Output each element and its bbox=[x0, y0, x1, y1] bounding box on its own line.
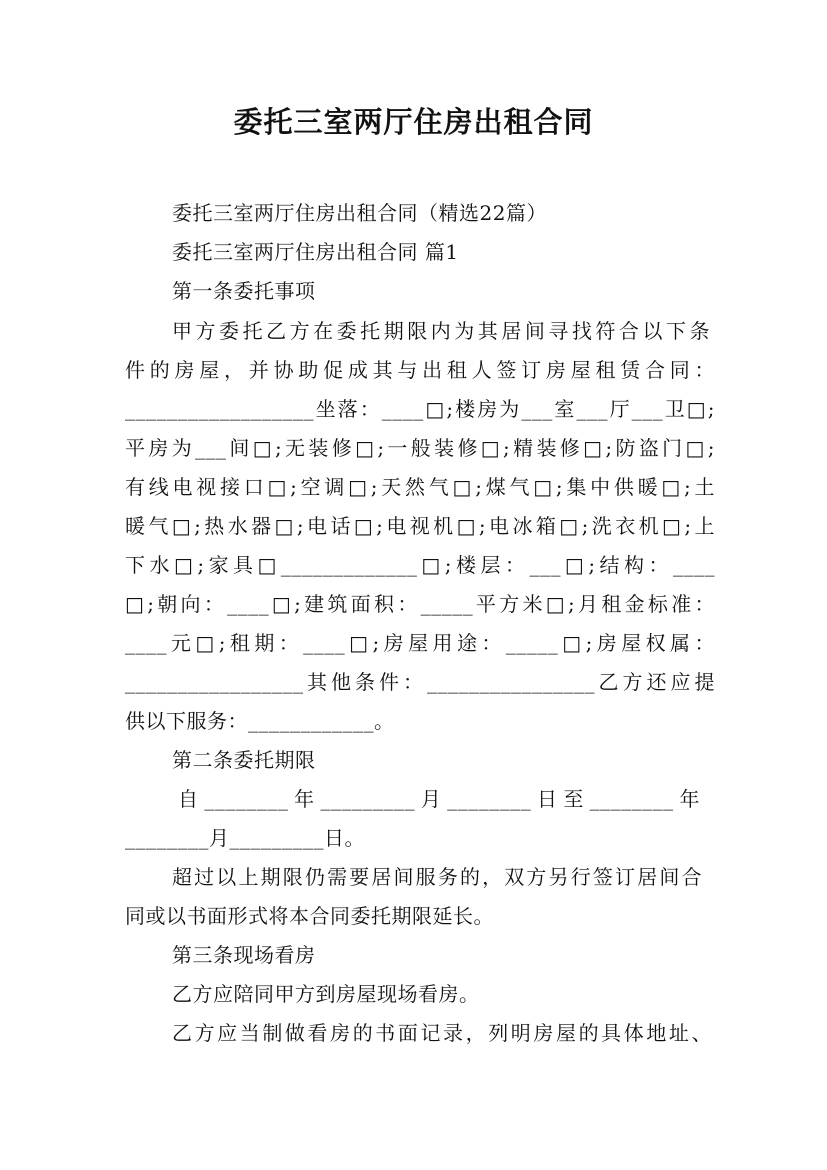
paragraph-line: _________________其他条件：________________乙方还应提 bbox=[125, 670, 715, 694]
paragraph-line: 同或以书面形式将本合同委托期限延长。 bbox=[125, 904, 494, 928]
paragraph-line: ________月_________日。 bbox=[125, 826, 365, 850]
paragraph-line: 暖气□;热水器□;电话□;电视机□;电冰箱□;洗衣机□;上 bbox=[125, 514, 715, 538]
paragraph-line: 甲方委托乙方在委托期限内为其居间寻找符合以下条 bbox=[172, 319, 710, 343]
paragraph-line: 乙方应当制做看房的书面记录，列明房屋的具体地址、 bbox=[172, 1021, 712, 1045]
paragraph-line: 乙方应陪同甲方到房屋现场看房。 bbox=[172, 982, 480, 1006]
section-heading: 委托三室两厅住房出租合同 篇1 bbox=[172, 240, 459, 264]
document-subtitle: 委托三室两厅住房出租合同（精选22篇） bbox=[172, 201, 547, 225]
paragraph-line: 超过以上期限仍需要居间服务的，双方另行签订居间合 bbox=[172, 865, 702, 889]
paragraph-line: □;朝向：____□;建筑面积：_____平方米□;月租金标准： bbox=[125, 592, 715, 616]
paragraph-line: 平房为___间□;无装修□;一般装修□;精装修□;防盗门□; bbox=[125, 436, 715, 460]
paragraph-line: 自________年_________月________日至________年 bbox=[178, 787, 700, 811]
document-title: 委托三室两厅住房出租合同 bbox=[233, 105, 594, 139]
paragraph-line: ____元□;租期：____□;房屋用途：_____□;房屋权属： bbox=[125, 631, 715, 655]
paragraph-line: 下水□;家具□_____________□;楼层：___□;结构：____ bbox=[125, 553, 715, 577]
paragraph-line: __________________坐落：____□;楼房为___室___厅___卫□; bbox=[125, 397, 715, 421]
paragraph-line: 供以下服务：____________。 bbox=[125, 709, 395, 733]
paragraph-line: 有线电视接口□;空调□;天然气□;煤气□;集中供暖□;土 bbox=[125, 475, 715, 499]
article-heading: 第一条委托事项 bbox=[172, 279, 316, 303]
paragraph-line: 件的房屋，并协助促成其与出租人签订房屋租赁合同： bbox=[125, 358, 715, 382]
article-heading: 第三条现场看房 bbox=[172, 943, 316, 967]
article-heading: 第二条委托期限 bbox=[172, 748, 316, 772]
